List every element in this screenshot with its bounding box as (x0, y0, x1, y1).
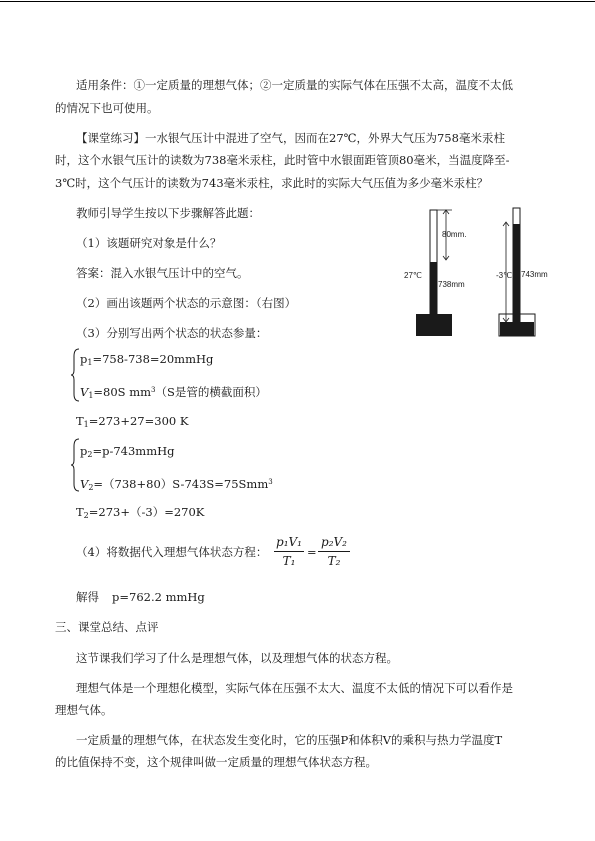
summary-2-line-1: 理想气体是一个理想化模型，实际气体在压强不太大、温度不太低的情况下可以看作是 (76, 681, 513, 695)
exercise-line-3: 3℃时，这个气压计的读数为743毫米汞柱，求此时的实际大气压值为多少毫米汞柱？ (55, 176, 489, 190)
exercise-line-1: 【课堂练习】一水银气压计中混进了空气，因而在27℃，外界大气压为758毫米汞柱 (76, 131, 505, 145)
summary-3-line-2: 的比值保持不变，这个规律叫做一定质量的理想气体状态方程。 (55, 755, 377, 769)
state1-volume: $V_1=80S$ $mm^3(S$是管的横截面积） (80, 385, 267, 400)
equation-left-denominator: T₁ (282, 554, 296, 568)
equation-equals: = (307, 545, 317, 559)
left-length-label: 80mm. (442, 230, 467, 239)
left-temperature-label: 27℃ (404, 271, 422, 280)
equation-left-fraction (274, 535, 304, 568)
question-1: （1）该题研究对象是什么？ (76, 236, 222, 250)
equation-right-denominator: T₂ (327, 554, 341, 568)
state2-temperature: $T_2=273+(-3)=270K$ (76, 505, 205, 520)
equation-right-fraction (318, 535, 350, 568)
answer-1: 答案：混入水银气压计中的空气。 (76, 266, 249, 280)
solution-value: p=762.2 mmHg (112, 590, 205, 604)
summary-3-line-1: 一定质量的理想气体，在状态发生变化时，它的压强P和体积V的乘积与热力学温度T (76, 733, 503, 747)
exercise-line-2: 时，这个水银气压计的读数为738毫米汞柱，此时管中水银面距管顶80毫米，当温度降至- (55, 153, 510, 167)
right-reservoir (500, 322, 534, 336)
state2-pressure: $p_2=p-743mmHg$ (80, 444, 175, 459)
summary-2-line-2: 理想气体。 (55, 703, 113, 717)
state2-brace (70, 438, 80, 492)
left-reservoir (416, 314, 452, 336)
question-4: （4）将数据代入理想气体状态方程： (76, 545, 268, 559)
state1-brace (70, 348, 80, 402)
state1-temperature: $T_1=273+27=300$ K (76, 414, 189, 429)
question-3: （3）分别写出两个状态的状态参量： (76, 326, 268, 340)
section-3-heading: 三、课堂总结、点评 (55, 620, 159, 634)
state2-volume: $V_2=(738+80)S-743S=75Smm^3$ (80, 477, 273, 492)
equation-left-numerator: p₁V₁ (276, 535, 302, 549)
right-height-label: 743mm (521, 270, 548, 279)
page-top-rule (0, 1, 595, 2)
question-2: （2）画出该题两个状态的示意图：（右图） (76, 296, 297, 310)
summary-1: 这节课我们学习了什么是理想气体，以及理想气体的状态方程。 (76, 651, 398, 665)
equation-right-numerator: p₂V₂ (321, 535, 347, 549)
guide-text: 教师引导学生按以下步骤解答此题： (76, 206, 260, 220)
applicability-line-2: 的情况下也可使用。 (55, 101, 159, 115)
right-temperature-label: -3℃ (496, 271, 513, 280)
solution-label: 解得 (76, 590, 99, 604)
applicability-line-1: 适用条件：①一定质量的理想气体；②一定质量的实际气体在压强不太高，温度不太低 (76, 78, 513, 92)
state1-pressure: $p_1=758-738=20mmHg$ (80, 352, 214, 367)
right-mercury-column (513, 224, 520, 328)
left-height-label: 738mm (438, 280, 465, 289)
